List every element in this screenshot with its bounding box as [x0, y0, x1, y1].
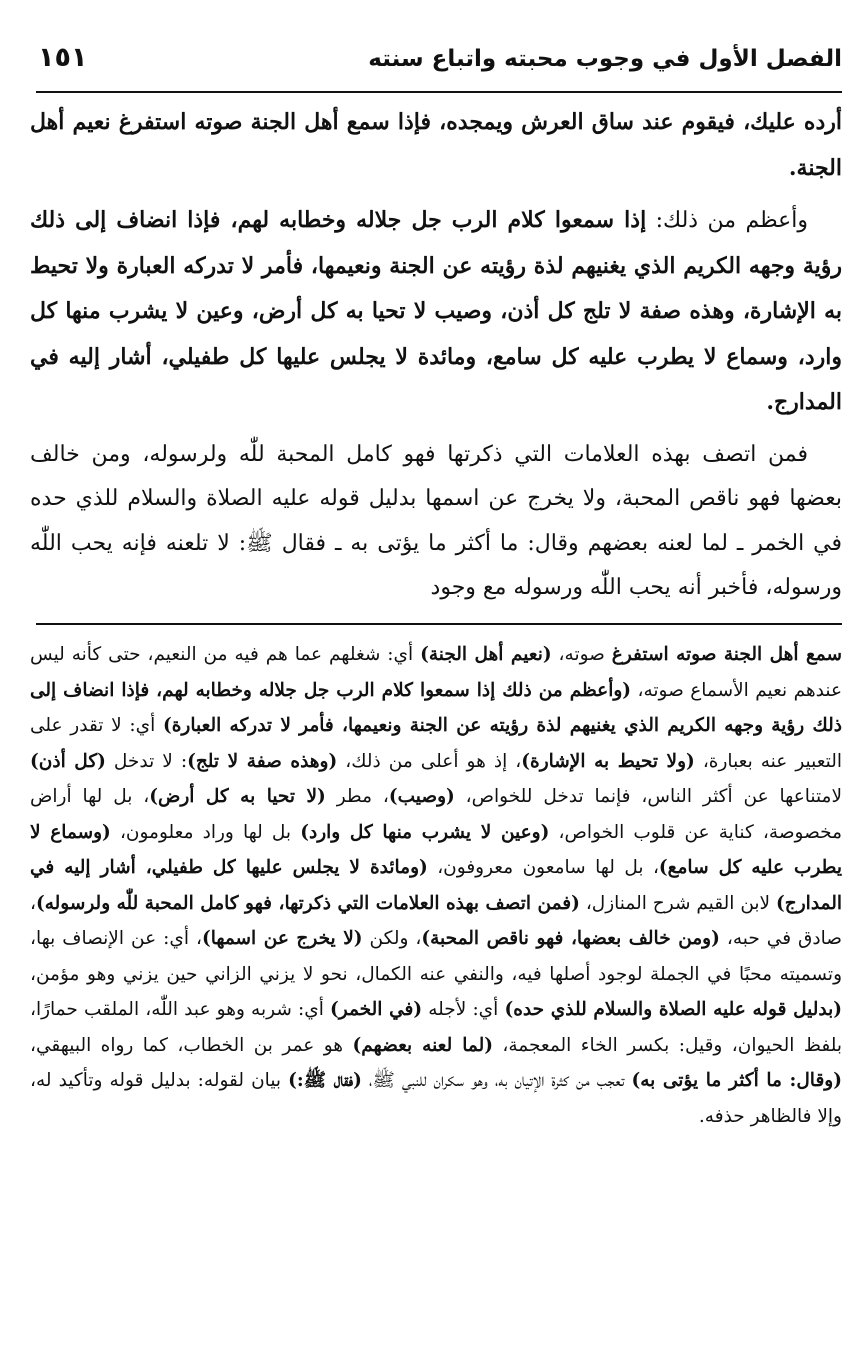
note-text-6: لامتناعها عن أكثر الناس، فإنما تدخل للخواص، — [454, 786, 842, 807]
note-text-8: ، بل لها أراض مخصوصة، كناية عن قلوب الخواص، — [30, 786, 842, 843]
main-p2-text: إذا سمعوا كلام الرب جل جلاله وخطابه لهم، فإذا انضاف إلى ذلك رؤية وجهه الكريم الذي يغنيهم لذة رؤيته عن الجنة ونعيمها، فأمر لا تدركه العبارة ولا تحيط به الإشارة، وهذه صفة لا تلج كل أذن، وصيب لا تحيا به كل أرض، وعين لا يشرب منها كل وارد، وسماع لا يطرب عليه كل سامع، ومائدة لا يجلس عليها كل طفيلي، أشار إليه في المدارج. — [30, 207, 843, 415]
note-text-1: صوته، — [551, 644, 612, 665]
note-bold-14: (لا يخرج عن اسمها) — [201, 928, 363, 949]
commentary-paragraph — [30, 637, 842, 1134]
main-paragraph-3 — [30, 433, 842, 611]
note-text-7: ، مطر — [325, 786, 389, 807]
note-text-4: ، إذ هو أعلى من ذلك، — [337, 750, 522, 772]
note-bold-2: (نعيم أهل الجنة) — [420, 644, 552, 665]
note-bold-1: سمع أهل الجنة صوته استفرغ — [611, 644, 843, 665]
note-text-13: ، ولكن — [362, 928, 422, 949]
note-text-12: ، صادق في حبه، — [30, 892, 842, 949]
note-text-18: تعجب من كثرة الإتيان به، وهو سكران للنبي ﷺ، — [361, 1070, 632, 1091]
running-header — [30, 38, 842, 88]
main-p2-lead: وأعظم من ذلك: — [646, 208, 808, 233]
note-text-9: بل لها وراد معلومون، — [110, 821, 301, 843]
note-text-11: لابن القيم شرح المنازل، — [579, 892, 777, 914]
main-paragraph-2 — [30, 198, 842, 426]
note-bold-18: (وقال: ما أكثر ما يؤتى به) — [631, 1070, 842, 1091]
main-paragraph-1 — [30, 100, 842, 191]
commentary-text — [30, 637, 842, 1134]
footnote-rule — [36, 623, 842, 625]
note-bold-19: (فقال ﷺ:) — [288, 1070, 362, 1091]
note-bold-12: (فمن اتصف بهذه العلامات التي ذكرتها، فهو كامل المحبة للّٰه ولرسوله) — [35, 892, 580, 914]
main-p1-text: أرده عليك، فيقوم عند ساق العرش ويمجده، فإذا سمع أهل الجنة صوته استفرغ نعيم أهل الجنة. — [30, 109, 842, 181]
note-text-10: ، بل لها سامعون معروفون، — [427, 857, 659, 878]
note-text-16: أي: شربه وهو عبد اللّٰه، الملقب حمارًا، بلفظ الحيوان، وقيل: بكسر الخاء المعجمة، — [30, 999, 842, 1056]
page-number: ١٥١ — [38, 42, 88, 73]
main-p3-text: فمن اتصف بهذه العلامات التي ذكرتها فهو كامل المحبة للّٰه ولرسوله، ومن خالف بعضها فهو ناقص المحبة، ولا يخرج عن اسمها بدليل قوله عليه الصلاة والسلام للذي حده في الخمر ـ لما لعنه بعضهم وقال: ما أكثر ما يؤتى به ـ فقال ﷺ: لا تلعنه فإنه يحب اللّٰه ورسوله، فأخبر أنه يحب اللّٰه ورسوله مع وجود — [30, 441, 842, 600]
note-bold-13: (ومن خالف بعضها، فهو ناقص المحبة) — [421, 928, 720, 949]
note-bold-11: (ومائدة لا يجلس عليها كل طفيلي، أشار إليه في المدارج) — [30, 857, 842, 914]
header-rule — [36, 91, 842, 93]
note-bold-6: (كل أذن) — [30, 750, 106, 772]
chapter-title: الفصل الأول في وجوب محبته واتباع سنته — [368, 46, 842, 72]
note-bold-10: (وسماع لا يطرب عليه كل سامع) — [30, 821, 842, 878]
note-bold-16: (في الخمر) — [330, 999, 423, 1020]
note-text-17: هو عمر بن الخطاب، كما رواه البيهقي، — [30, 1034, 353, 1056]
note-bold-4: (ولا تحيط به الإشارة) — [521, 750, 695, 772]
note-text-14: ، أي: عن الإنصاف بها، وتسميته محبًا في الجملة لوجود أصلها فيه، والنفي عنه الكمال، نحو لا يزني الزاني حين يزني وهو مؤمن، — [30, 928, 842, 985]
note-bold-9: (وعين لا يشرب منها كل وارد) — [300, 821, 550, 843]
note-text-2: أي: شغلهم عما هم فيه من النعيم، حتى كأنه ليس عندهم نعيم الأسماع صوته، — [30, 644, 843, 701]
note-bold-17: (لما لعنه بعضهم) — [352, 1034, 493, 1056]
note-bold-8: (لا تحيا به كل أرض) — [149, 786, 326, 807]
note-text-3: أي: لا تقدر على التعبير عنه بعبارة، — [30, 715, 842, 772]
note-bold-3: (وأعظم من ذلك إذا سمعوا كلام الرب جل جلاله وخطابه لهم، فإذا انضاف إلى ذلك رؤية وجهه الكريم الذي يغنيهم لذة رؤيته عن الجنة ونعيمها، فأمر لا تدركه العبارة) — [30, 679, 842, 736]
note-bold-15: (بدليل قوله عليه الصلاة والسلام للذي حده) — [504, 999, 842, 1020]
main-text — [30, 100, 842, 611]
note-text-5: : لا تدخل — [105, 750, 188, 772]
note-text-19: بيان لقوله: بدليل قوله وتأكيد له، وإلا فالظاهر حذفه. — [30, 1070, 842, 1127]
note-bold-7: (وصيب) — [388, 786, 455, 807]
note-text-15: أي: لأجله — [422, 999, 505, 1020]
note-bold-5: (وهذه صفة لا تلج) — [187, 750, 338, 772]
